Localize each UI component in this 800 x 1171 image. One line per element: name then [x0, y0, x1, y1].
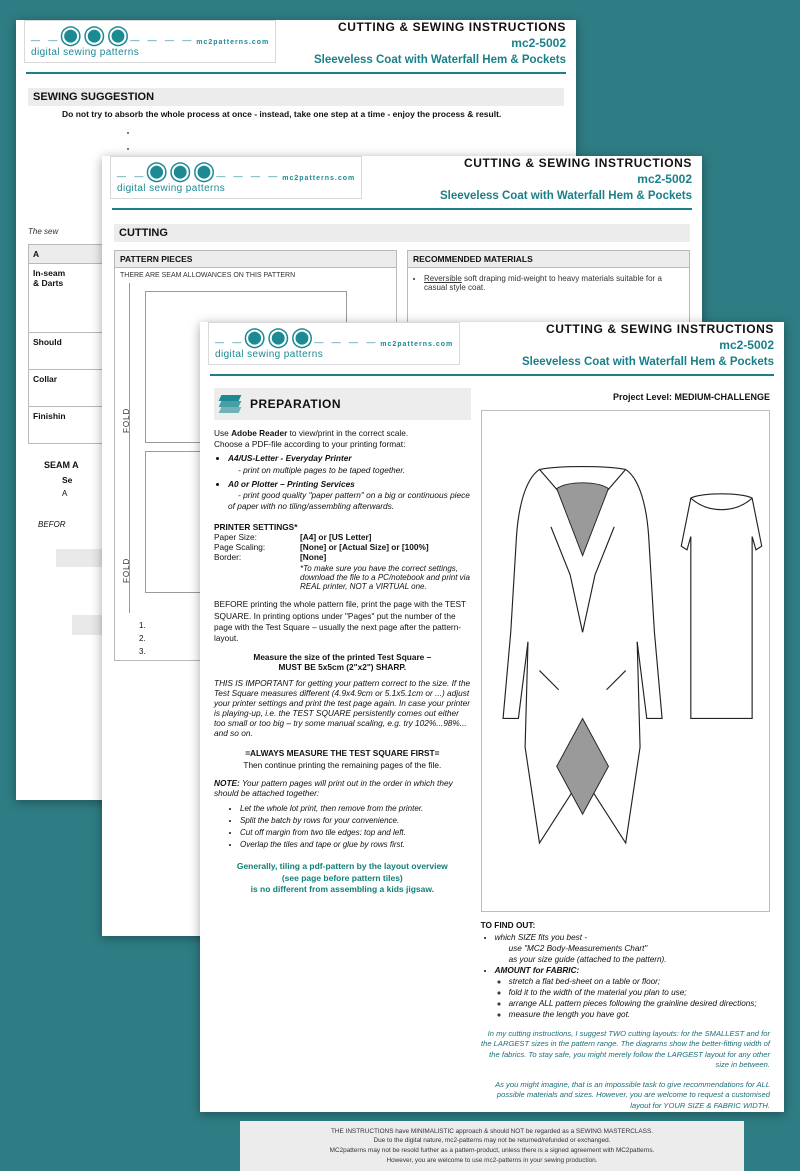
header-title: CUTTING & SEWING INSTRUCTIONS [463, 156, 692, 170]
always-measure-sub: Then continue printing the remaining pages of the file. [243, 760, 442, 771]
seam-allowance-note: THERE ARE SEAM ALLOWANCES ON THIS PATTERN [120, 272, 296, 279]
find-size-main: which SIZE fits you best - [494, 933, 587, 942]
printer-settings-head: PRINTER SETTINGS* [214, 522, 298, 533]
to-find-out-head: TO FIND OUT: [480, 920, 536, 930]
format-a4-note: - print on multiple pages to be taped together. [238, 464, 406, 475]
row-label-collar: Collar [29, 370, 564, 407]
project-level [481, 392, 770, 402]
tiling-note-line1: Generally, tiling a pdf-pattern by the layout overview [236, 861, 448, 872]
list-item: 3. [139, 647, 146, 656]
list-item [495, 966, 770, 1019]
important-paragraph: THIS IS IMPORTANT for getting your pattern correct to the size. If the Test Square measures different (4.9x4.9cm or 5.1x5.1cm or ...) adjust your printer settings and print the test page again. In case your printer is playing-up, i.e. the TEST SQUARE persistently comes out either too small or too big – try some manual scaling, e.g. try 102%...98%... and so on. [214, 678, 471, 739]
layers-icon [220, 394, 242, 414]
format-a0-label: A0 or Plotter – Printing Services [228, 478, 355, 489]
sewing-suggestion-note: Do not try to absorb the whole process at once - instead, take one step at a time - enjoy the process & result. [62, 109, 502, 119]
page3-header [200, 322, 784, 368]
paper-size-key: Paper Size: [214, 532, 257, 543]
intro-text-1: Use [214, 428, 232, 438]
logo-dash-left: _ _ [31, 26, 60, 43]
header-rule [210, 374, 774, 376]
list-item: as your size guide (attached to the pattern). [508, 955, 667, 964]
find-fabric-main: AMOUNT for FABRIC: [494, 966, 580, 975]
header-code: mc2-5002 [511, 36, 566, 50]
note-text: Your pattern pages will print out in the order in which they should be attached together: [214, 778, 453, 799]
printer-setting-row [214, 542, 471, 552]
preparation-column [214, 388, 471, 1111]
seam-allowance-sub: Se [62, 475, 73, 485]
header-text-1 [314, 20, 576, 66]
pattern-pieces-bar: PATTERN PIECES [115, 251, 396, 268]
list-item: ◦ fold it to the width of the material you plan to use; [509, 988, 770, 997]
header-code: mc2-5002 [719, 338, 774, 352]
list-item [138, 128, 564, 137]
table-col-a: A [29, 245, 564, 264]
page2-header [102, 156, 702, 202]
seam-allowance-sub2: A [62, 489, 68, 498]
logo-box [24, 20, 276, 63]
garment-illustration [481, 410, 770, 912]
cutting-layout-note: In my cutting instructions, I suggest TWO cutting layouts: for the SMALLEST and for the LARGEST sizes in the pattern range. The diagrams show the better-fitting width of the fabrics. To stay safe, you might merely follow the LARGEST layout for any other size in between. [481, 1029, 770, 1069]
logo-block-3 [200, 322, 460, 365]
always-measure-line: =ALWAYS MEASURE THE TEST SQUARE FIRST= [245, 748, 440, 759]
cutting-title: CUTTING [114, 224, 690, 242]
measure-line-2: MUST BE 5x5cm (2"x2") SHARP. [278, 662, 407, 673]
list-item: • Cut off margin from two tile edges: top and left. [240, 828, 471, 837]
logo-dash-right: _ _ _ _ [216, 162, 280, 179]
find-size-subs [509, 944, 770, 964]
format-a4-label: A4/US-Letter - Everyday Printer [228, 453, 352, 464]
row-label-shoulder: Should [29, 333, 564, 370]
measure-line-1: Measure the size of the printed Test Square – [253, 652, 432, 663]
page1-header [16, 20, 576, 66]
printer-setting-row [214, 552, 471, 562]
logo-dash-left: _ _ [117, 162, 146, 179]
logo-tagline: digital sewing patterns [215, 349, 324, 360]
printer-setting-row [214, 532, 471, 542]
adobe-reader-label: Adobe Reader [231, 428, 288, 438]
list-item: ◦ arrange ALL pattern pieces following the grainline desired directions; [509, 999, 770, 1008]
sewing-suggestion-title: SEWING SUGGESTION [28, 88, 564, 106]
logo-mark-icon: ◉◉◉ [243, 322, 315, 352]
logo-domain: mc2patterns.com [282, 175, 356, 182]
page-scaling-value: [None] or [Actual Size] or [100%] [300, 542, 429, 553]
header-title: CUTTING & SEWING INSTRUCTIONS [337, 20, 566, 34]
seam-allowance-head: SEAM A [44, 460, 79, 470]
footer-line-4: However, you are welcome to use mc2-patterns in your sewing production. [386, 1156, 598, 1164]
intro-text-3: Choose a PDF-file according to your printing format: [214, 439, 406, 450]
header-rule [26, 72, 566, 74]
custom-layout-note: As you might imagine, that is an impossible task to give recommendations for ALL possible materials and sizes. However, you are welcome to request a customised layout for YOUR SIZE & FABRIC WIDTH. [495, 1080, 770, 1110]
list-item: • Split the batch by rows for your convenience. [240, 816, 471, 825]
list-item [138, 144, 564, 153]
header-text-2 [440, 156, 702, 202]
page-scaling-key: Page Scaling: [214, 542, 266, 553]
format-a0-note: - print good quality "paper pattern" on a big or continuous piece of paper with no tiling/assembling afterwards. [228, 489, 470, 512]
header-title: CUTTING & SEWING INSTRUCTIONS [545, 322, 774, 336]
list-item: 2. [139, 634, 146, 643]
project-level-label: Project Level: [612, 392, 672, 402]
to-find-out-list [495, 933, 770, 1019]
tiling-note [214, 861, 471, 895]
logo-tagline: digital sewing patterns [117, 183, 226, 194]
header-rule [112, 208, 692, 210]
list-item: 1. [139, 621, 146, 630]
fold-label-1: FOLD [122, 407, 131, 433]
note-paragraph [214, 778, 471, 798]
sewing-italic-line: The sew [28, 227, 59, 236]
preparation-header [214, 388, 471, 420]
tiling-note-line3: is no different from assembling a kids jigsaw. [250, 884, 435, 894]
list-item [495, 933, 770, 964]
intro-paragraph [214, 428, 471, 512]
logo-tagline: digital sewing patterns [31, 47, 140, 58]
project-level-value: MEDIUM-CHALLENGE [674, 392, 770, 402]
materials-list [408, 268, 689, 292]
logo-block-2 [102, 156, 362, 199]
format-list [228, 453, 471, 512]
page-footer [240, 1121, 744, 1171]
footer-line-3: MC2patterns may not be resold further as a pattern-product, unless there is a signed agreement with MC2patterns. [329, 1146, 655, 1154]
header-description: Sleeveless Coat with Waterfall Hem & Pockets [439, 190, 692, 202]
border-key: Border: [214, 552, 242, 563]
logo-dash-right: _ _ _ _ [130, 26, 194, 43]
list-item: • Reversible soft draping mid-weight to heavy materials suitable for a casual style coat. [424, 274, 684, 292]
logo-box [208, 322, 460, 365]
logo-box [110, 156, 362, 199]
recommended-materials-bar: RECOMMENDED MATERIALS [408, 251, 689, 268]
fold-label-2: FOLD [122, 557, 131, 583]
list-item: ◦ measure the length you have got. [509, 1010, 770, 1019]
printer-settings-footnote: *To make sure you have the correct settings, download the file to a PC/notebook and print via REAL printer, NOT a VIRTUAL one. [300, 564, 470, 592]
logo-domain: mc2patterns.com [380, 341, 454, 348]
preparation-title: PREPARATION [250, 397, 342, 411]
garment-technical-drawing-svg [482, 411, 769, 911]
row-label-finishing: Finishin [29, 407, 564, 444]
logo-dash-left: _ _ [215, 328, 244, 345]
illustration-column [481, 388, 770, 1111]
logo-mark-icon: ◉◉◉ [59, 20, 131, 50]
reversible-word: Reversible [424, 274, 462, 283]
before-line: BEFOR [38, 520, 66, 529]
logo-mark-icon: ◉◉◉ [145, 156, 217, 186]
border-value: [None] [300, 552, 327, 563]
list-item [228, 479, 471, 513]
header-description: Sleeveless Coat with Waterfall Hem & Pockets [313, 54, 566, 66]
note-label: NOTE: [214, 778, 240, 789]
list-item: • Overlap the tiles and tape or glue by rows first. [240, 840, 471, 849]
note-bullet-list [240, 804, 471, 849]
intro-text-2: to view/print in the correct scale. [287, 428, 409, 438]
footer-line-1: THE INSTRUCTIONS have MINIMALISTIC approach & should NOT be regarded as a SEWING MASTERCLASS. [330, 1127, 653, 1135]
paper-size-value: [A4] or [US Letter] [300, 532, 372, 543]
tiling-note-line2: (see page before pattern tiles) [281, 872, 403, 883]
footer-line-2: Due to the digital nature, mc2-patterns may not be returned/refunded or exchanged. [373, 1137, 611, 1145]
header-text-3 [522, 322, 784, 368]
document-page-3[interactable] [200, 322, 784, 1164]
list-item [228, 453, 471, 475]
find-fabric-subs [509, 977, 770, 1019]
list-item: use "MC2 Body-Measurements Chart" [508, 944, 648, 953]
row-label-inseam: In-seam & Darts [29, 264, 564, 333]
list-item: ◦ stretch a flat bed-sheet on a table or floor; [509, 977, 770, 986]
header-description: Sleeveless Coat with Waterfall Hem & Pockets [521, 356, 774, 368]
before-printing-paragraph: BEFORE printing the whole pattern file, print the page with the TEST SQUARE. In printing options under "Pages" put the number of the page with the Test Square – usually the next page after the pattern-layout. [214, 599, 466, 643]
header-code: mc2-5002 [637, 172, 692, 186]
logo-block-1 [16, 20, 276, 63]
logo-domain: mc2patterns.com [196, 39, 270, 46]
list-item: • Let the whole lot print, then remove from the printer. [240, 804, 471, 813]
logo-dash-right: _ _ _ _ [314, 328, 378, 345]
